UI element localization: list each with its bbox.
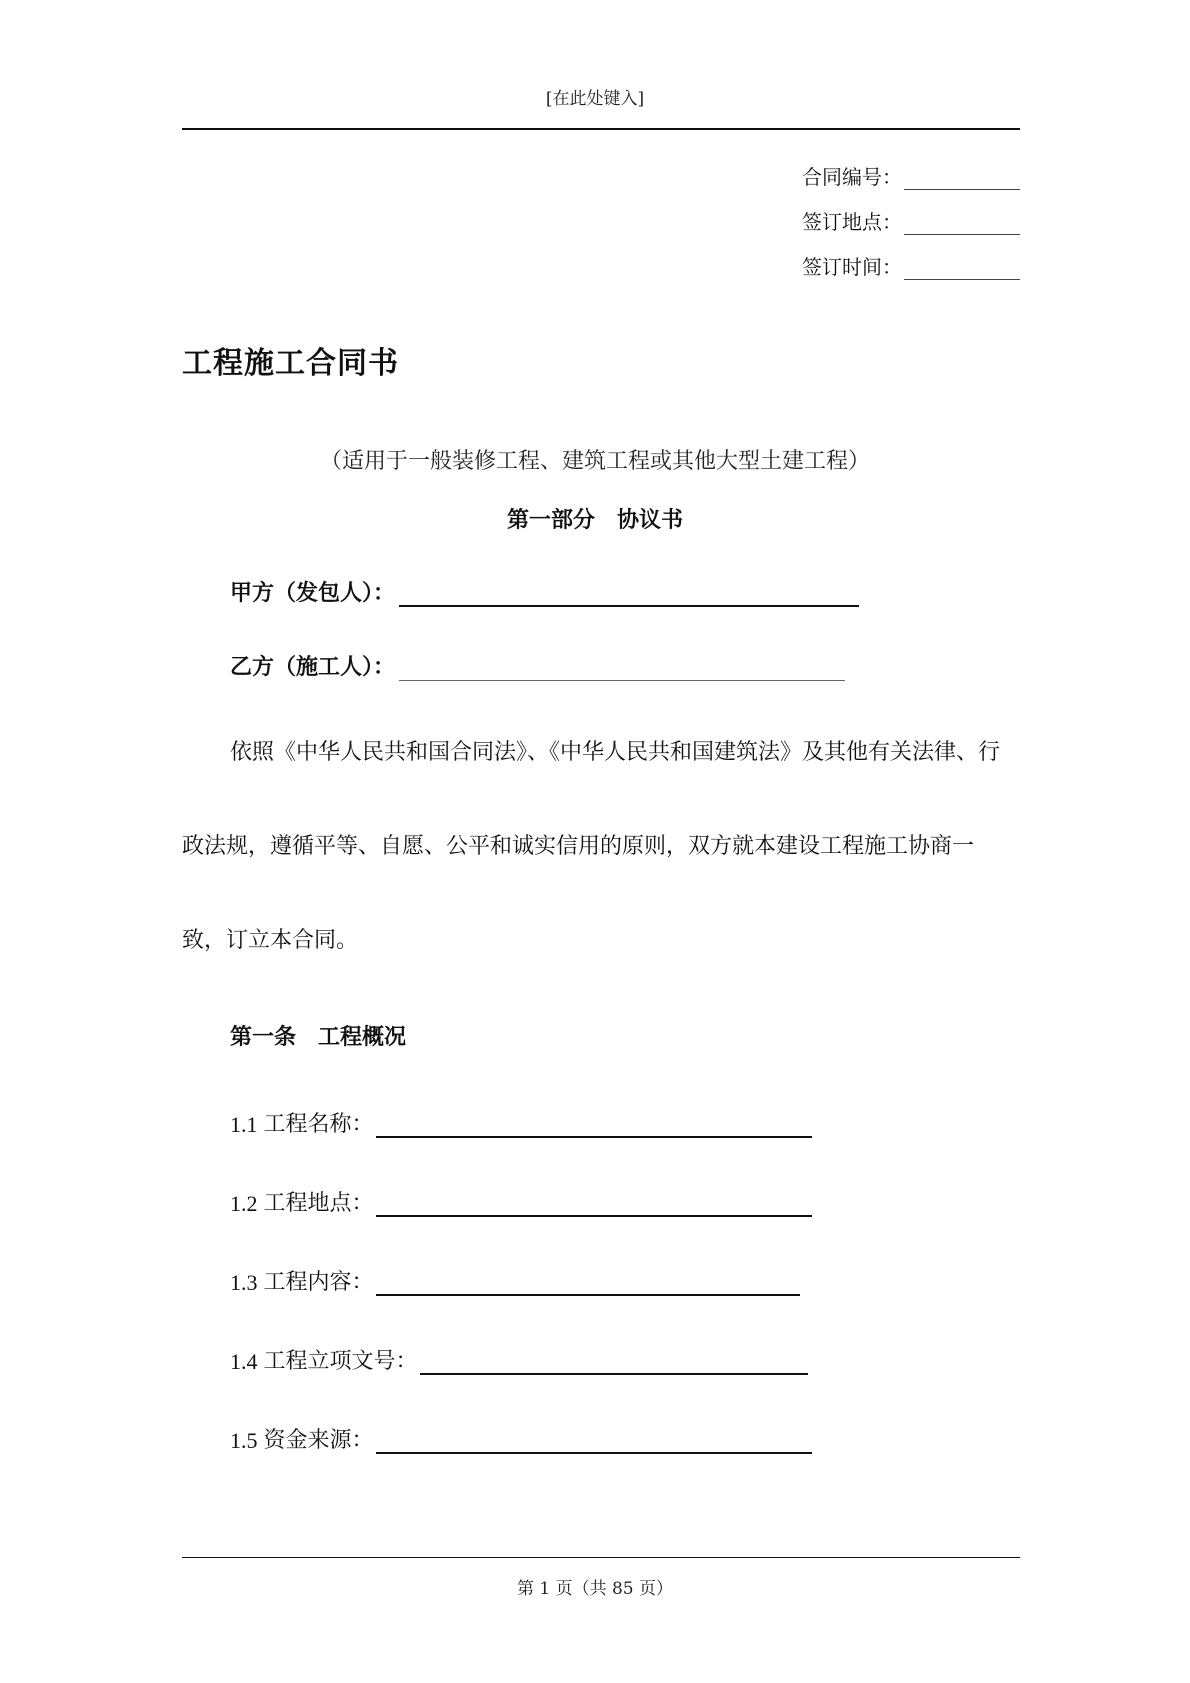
item-number: 1.4 <box>230 1349 258 1374</box>
item-number: 1.5 <box>230 1428 258 1453</box>
contract-number-blank[interactable] <box>904 167 1020 190</box>
party-b-label: 乙方（施工人）： <box>230 655 396 680</box>
contract-number-label: 合同编号： <box>802 165 902 189</box>
page-number: 第 1 页（共 85 页） <box>516 1579 674 1599</box>
item-label: 工程地点： <box>263 1191 374 1216</box>
item-number: 1.3 <box>230 1270 258 1295</box>
party-b-field[interactable] <box>230 650 845 681</box>
item-number: 1.1 <box>230 1112 258 1137</box>
document-title: 工程施工合同书 <box>182 346 399 381</box>
party-a-field[interactable] <box>230 576 859 607</box>
item-number: 1.2 <box>230 1191 258 1216</box>
sign-time-field[interactable] <box>802 252 1020 280</box>
contract-number-field[interactable] <box>802 162 1020 190</box>
project-content-blank[interactable] <box>376 1270 800 1296</box>
item-label: 资金来源： <box>263 1428 374 1453</box>
intro-paragraph <box>182 706 1012 988</box>
header-divider <box>182 128 1020 130</box>
sign-time-label: 签订时间： <box>802 255 902 279</box>
sign-place-blank[interactable] <box>904 212 1020 235</box>
item-label: 工程名称： <box>263 1112 374 1137</box>
part-heading: 第一部分 协议书 <box>506 508 683 533</box>
document-subtitle: （适用于一般装修工程、建筑工程或其他大型土建工程） <box>319 449 870 474</box>
sign-place-field[interactable] <box>802 207 1020 235</box>
item-fund-source[interactable] <box>230 1423 812 1454</box>
item-project-content[interactable] <box>230 1265 800 1296</box>
article-1-heading: 第一条 工程概况 <box>230 1025 407 1050</box>
page-header-placeholder[interactable]: [在此处键入] <box>545 89 645 109</box>
item-project-approval-no[interactable] <box>230 1344 808 1375</box>
party-b-blank[interactable] <box>399 656 845 681</box>
party-a-label: 甲方（发包人）： <box>230 581 396 606</box>
party-a-blank[interactable] <box>399 581 859 607</box>
project-location-blank[interactable] <box>376 1191 812 1217</box>
item-project-name[interactable] <box>230 1107 812 1138</box>
project-approval-no-blank[interactable] <box>420 1349 808 1375</box>
footer-divider <box>182 1557 1020 1558</box>
project-name-blank[interactable] <box>376 1112 812 1138</box>
item-project-location[interactable] <box>230 1186 812 1217</box>
item-label: 工程立项文号： <box>263 1349 418 1374</box>
sign-time-blank[interactable] <box>904 257 1020 280</box>
item-label: 工程内容： <box>263 1270 374 1295</box>
sign-place-label: 签订地点： <box>802 210 902 234</box>
intro-paragraph-text: 依照《中华人民共和国合同法》、《中华人民共和国建筑法》及其他有关法律、行政法规，遵循平等、自愿、公平和诚实信用的原则，双方就本建设工程施工协商一致，订立本合同。 <box>182 740 1001 953</box>
fund-source-blank[interactable] <box>376 1428 812 1454</box>
